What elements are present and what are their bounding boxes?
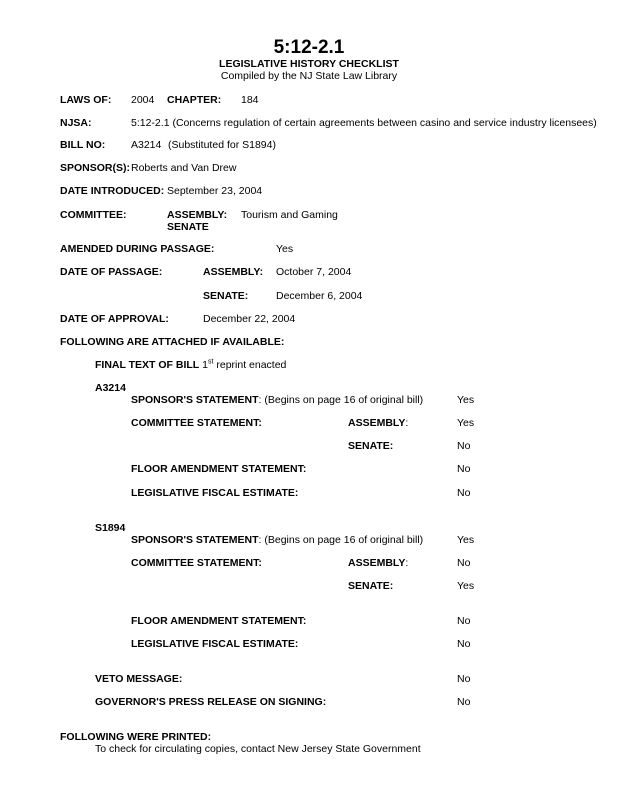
s1894-fiscal-label: LEGISLATIVE FISCAL ESTIMATE: bbox=[131, 638, 299, 650]
njsa-value: 5:12-2.1 (Concerns regulation of certain agreements between casino and service industry licensees) bbox=[131, 117, 597, 129]
final-text-value: 1st reprint enacted bbox=[202, 358, 287, 371]
committee-senate-label: SENATE bbox=[167, 221, 209, 233]
date-introduced-value: September 23, 2004 bbox=[167, 185, 263, 197]
s1894-senate-label: SENATE: bbox=[348, 580, 394, 592]
laws-of-label: LAWS OF: bbox=[60, 94, 112, 106]
chapter-label: CHAPTER: bbox=[167, 94, 222, 106]
press-release-value: No bbox=[457, 696, 471, 708]
passage-assembly-label: ASSEMBLY: bbox=[203, 266, 264, 278]
a3214-assembly-label: ASSEMBLY: bbox=[348, 417, 409, 429]
s1894-committee-label: COMMITTEE STATEMENT: bbox=[131, 557, 262, 569]
final-text-row bbox=[95, 360, 286, 371]
final-text-label: FINAL TEXT OF BILL bbox=[95, 359, 200, 371]
bill-no-note: (Substituted for S1894) bbox=[168, 139, 276, 151]
compiled-by: Compiled by the NJ State Law Library bbox=[220, 70, 398, 82]
passage-senate-label: SENATE: bbox=[203, 290, 249, 302]
date-of-approval-value: December 22, 2004 bbox=[203, 313, 296, 325]
passage-senate-value: December 6, 2004 bbox=[276, 290, 363, 302]
a3214-assembly-value: Yes bbox=[457, 417, 475, 429]
s1894-floor-label: FLOOR AMENDMENT STATEMENT: bbox=[131, 615, 307, 627]
date-of-passage-label: DATE OF PASSAGE: bbox=[60, 266, 163, 278]
date-introduced-label: DATE INTRODUCED: bbox=[60, 185, 165, 197]
sponsors-label: SPONSOR(S): bbox=[60, 162, 131, 174]
passage-assembly-value: October 7, 2004 bbox=[276, 266, 352, 278]
page-title: 5:12-2.1 bbox=[273, 37, 345, 58]
committee-assembly-label: ASSEMBLY: bbox=[167, 209, 228, 221]
s1894-sponsor-statement: SPONSOR'S STATEMENT: (Begins on page 16 of original bill) bbox=[131, 534, 424, 546]
attached-heading: FOLLOWING ARE ATTACHED IF AVAILABLE: bbox=[60, 336, 285, 348]
page-subtitle: LEGISLATIVE HISTORY CHECKLIST bbox=[219, 58, 399, 70]
a3214-senate-value: No bbox=[457, 440, 471, 452]
s1894-fiscal-value: No bbox=[457, 638, 471, 650]
a3214-floor-label: FLOOR AMENDMENT STATEMENT: bbox=[131, 463, 307, 475]
chapter-value: 184 bbox=[241, 94, 259, 106]
committee-label: COMMITTEE: bbox=[60, 209, 127, 221]
a3214-fiscal-label: LEGISLATIVE FISCAL ESTIMATE: bbox=[131, 487, 299, 499]
printed-note: To check for circulating copies, contact New Jersey State Government bbox=[95, 743, 421, 755]
bill-no-value: A3214 bbox=[131, 139, 162, 151]
printed-heading: FOLLOWING WERE PRINTED: bbox=[60, 731, 212, 743]
laws-of-value: 2004 bbox=[131, 94, 155, 106]
a3214-senate-label: SENATE: bbox=[348, 440, 394, 452]
press-release-label: GOVERNOR'S PRESS RELEASE ON SIGNING: bbox=[95, 696, 327, 708]
a3214-sponsor-statement: SPONSOR'S STATEMENT: (Begins on page 16 of original bill) bbox=[131, 394, 424, 406]
a3214-committee-label: COMMITTEE STATEMENT: bbox=[131, 417, 262, 429]
a3214-floor-value: No bbox=[457, 463, 471, 475]
a3214-bill-label: A3214 bbox=[95, 382, 126, 394]
s1894-assembly-label: ASSEMBLY: bbox=[348, 557, 409, 569]
a3214-sponsor-value: Yes bbox=[457, 394, 475, 406]
bill-no-label: BILL NO: bbox=[60, 139, 106, 151]
njsa-label: NJSA: bbox=[60, 117, 92, 129]
s1894-assembly-value: No bbox=[457, 557, 471, 569]
s1894-floor-value: No bbox=[457, 615, 471, 627]
s1894-senate-value: Yes bbox=[457, 580, 475, 592]
date-of-approval-label: DATE OF APPROVAL: bbox=[60, 313, 169, 325]
veto-value: No bbox=[457, 673, 471, 685]
amended-label: AMENDED DURING PASSAGE: bbox=[60, 243, 215, 255]
amended-value: Yes bbox=[276, 243, 294, 255]
a3214-fiscal-value: No bbox=[457, 487, 471, 499]
s1894-bill-label: S1894 bbox=[95, 522, 126, 534]
veto-label: VETO MESSAGE: bbox=[95, 673, 183, 685]
sponsors-value: Roberts and Van Drew bbox=[131, 162, 237, 174]
s1894-sponsor-value: Yes bbox=[457, 534, 475, 546]
committee-assembly-value: Tourism and Gaming bbox=[241, 209, 338, 221]
